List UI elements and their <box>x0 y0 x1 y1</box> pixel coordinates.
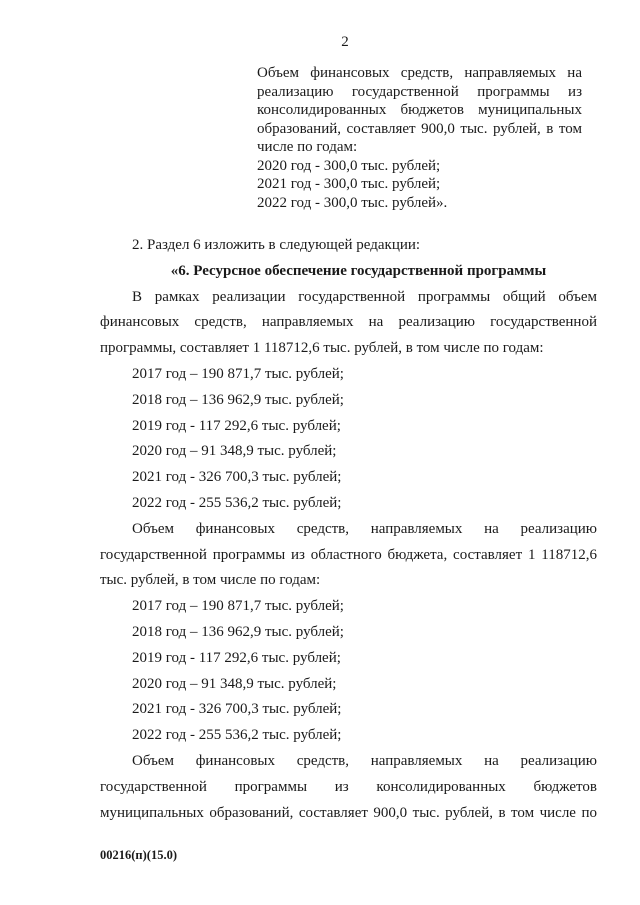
year-line: 2021 год - 300,0 тыс. рублей; <box>257 176 441 192</box>
year-line: 2020 год – 91 348,9 тыс. рублей; <box>132 675 337 692</box>
text-line: тыс. рублей, в том числе по годам: <box>100 572 321 589</box>
year-line: 2020 год – 91 348,9 тыс. рублей; <box>132 443 337 460</box>
page-number: 2 <box>341 34 349 50</box>
year-line: 2020 год - 300,0 тыс. рублей; <box>257 157 441 174</box>
year-line: 2022 год - 255 536,2 тыс. рублей; <box>132 494 342 511</box>
text-line: В рамках реализации государственной программы общий объем <box>132 288 597 305</box>
year-line: 2022 год - 255 536,2 тыс. рублей; <box>132 727 342 744</box>
text-line: финансовых средств, направляемых на реализацию государственной <box>100 314 597 331</box>
continued-paragraph <box>257 64 582 212</box>
text-line: Объем финансовых средств, направляемых на <box>257 65 582 81</box>
text-line: Объем финансовых средств, направляемых на реализацию <box>132 752 597 769</box>
text-line: консолидированных бюджетов муниципальных <box>257 102 582 118</box>
year-line: 2021 год - 326 700,3 тыс. рублей; <box>132 701 342 718</box>
text-line: образований, составляет 900,0 тыс. рублей, в том <box>257 120 582 137</box>
text-line: программы, составляет 1 118712,6 тыс. рублей, в том числе по годам: <box>100 340 544 357</box>
year-line: 2017 год – 190 871,7 тыс. рублей; <box>132 598 344 615</box>
text-line: государственной программы из областного бюджета, составляет 1 118712,6 <box>100 546 597 563</box>
year-line: 2017 год – 190 871,7 тыс. рублей; <box>132 365 344 382</box>
year-line: 2018 год – 136 962,9 тыс. рублей; <box>132 391 344 408</box>
text-line: Объем финансовых средств, направляемых на реализацию <box>132 520 597 537</box>
text-line: реализацию государственной программы из <box>257 83 582 100</box>
year-line: 2019 год - 117 292,6 тыс. рублей; <box>132 649 341 666</box>
document-code: 00216(п)(15.0) <box>100 848 177 862</box>
text-line: числе по годам: <box>257 139 358 155</box>
section-heading: «6. Ресурсное обеспечение государственной программы <box>170 262 547 279</box>
main-text <box>100 233 597 826</box>
text-line: муниципальных образований, составляет 900,0 тыс. рублей, в том числе по <box>100 804 597 821</box>
year-line: 2021 год - 326 700,3 тыс. рублей; <box>132 469 342 486</box>
year-line: 2022 год - 300,0 тыс. рублей». <box>257 194 448 211</box>
text-line: государственной программы из консолидированных бюджетов <box>100 778 597 795</box>
amendment-item: 2. Раздел 6 изложить в следующей редакции: <box>132 237 421 253</box>
year-line: 2018 год – 136 962,9 тыс. рублей; <box>132 623 344 640</box>
year-line: 2019 год - 117 292,6 тыс. рублей; <box>132 417 341 434</box>
